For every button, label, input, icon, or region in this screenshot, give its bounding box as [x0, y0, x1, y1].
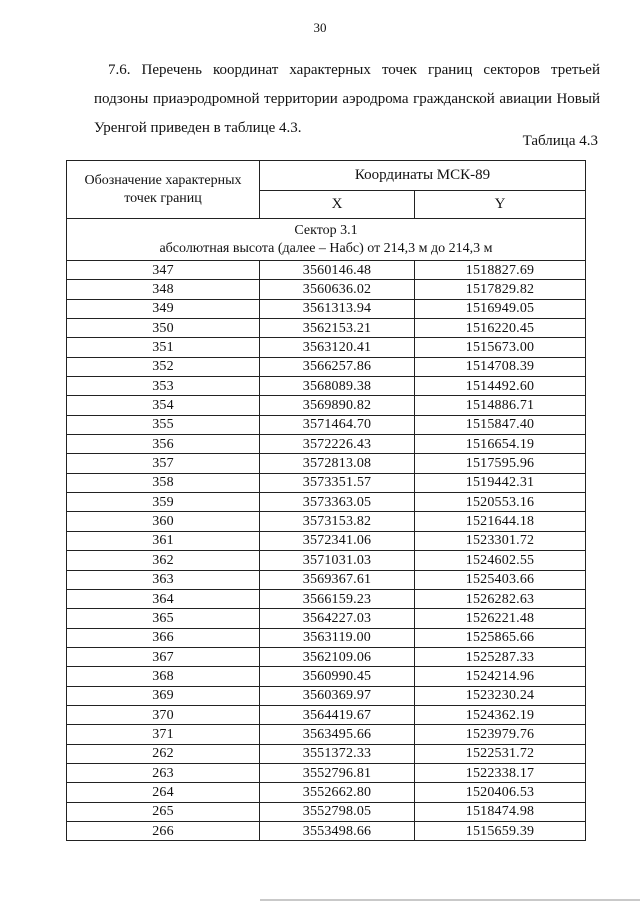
y-coordinate-cell: 1518474.98: [415, 802, 586, 821]
y-coordinate-cell: 1525287.33: [415, 647, 586, 666]
table-row: [67, 570, 586, 589]
point-number-cell: 360: [67, 512, 260, 531]
y-coordinate-cell: 1521644.18: [415, 512, 586, 531]
table-row: [67, 454, 586, 473]
point-number-cell: 366: [67, 628, 260, 647]
y-coordinate-cell: 1518827.69: [415, 261, 586, 280]
point-number-cell: 348: [67, 280, 260, 299]
point-number-cell: 368: [67, 667, 260, 686]
point-number-cell: 359: [67, 493, 260, 512]
y-coordinate-cell: 1523230.24: [415, 686, 586, 705]
x-coordinate-cell: 3569367.61: [260, 570, 415, 589]
page-number: 30: [313, 20, 327, 35]
point-number-cell: 362: [67, 551, 260, 570]
x-coordinate-cell: 3571031.03: [260, 551, 415, 570]
point-number-cell: 363: [67, 570, 260, 589]
y-coordinate-cell: 1522531.72: [415, 744, 586, 763]
y-coordinate-cell: 1526282.63: [415, 589, 586, 608]
x-coordinate-cell: 3562153.21: [260, 319, 415, 338]
table-row: [67, 647, 586, 666]
point-number-cell: 356: [67, 435, 260, 454]
x-coordinate-cell: 3566159.23: [260, 589, 415, 608]
table-row: [67, 763, 586, 782]
point-number-cell: 347: [67, 261, 260, 280]
x-coordinate-cell: 3572813.08: [260, 454, 415, 473]
point-number-cell: 264: [67, 783, 260, 802]
table-row: [67, 261, 586, 280]
x-coordinate-cell: 3560990.45: [260, 667, 415, 686]
x-coordinate-cell: 3573363.05: [260, 493, 415, 512]
table-row: [67, 396, 586, 415]
table-header: [67, 161, 586, 219]
y-coordinate-cell: 1517829.82: [415, 280, 586, 299]
y-coordinate-cell: 1516220.45: [415, 319, 586, 338]
table-row: [67, 628, 586, 647]
x-coordinate-cell: 3552796.81: [260, 763, 415, 782]
y-coordinate-cell: 1525403.66: [415, 570, 586, 589]
table-row: [67, 512, 586, 531]
point-number-cell: 349: [67, 299, 260, 318]
point-number-cell: 367: [67, 647, 260, 666]
x-coordinate-cell: 3572341.06: [260, 531, 415, 550]
y-coordinate-cell: 1514886.71: [415, 396, 586, 415]
sector-row: [67, 219, 586, 261]
x-coordinate-cell: 3572226.43: [260, 435, 415, 454]
intro-text: 7.6. Перечень координат характерных точек границ секторов третьей подзоны приаэродромной территории аэродрома гражданской авиации Новый Уренгой приведен в таблице 4.3.: [94, 62, 600, 136]
table-row: [67, 783, 586, 802]
y-coordinate-cell: 1517595.96: [415, 454, 586, 473]
y-coordinate-cell: 1514492.60: [415, 377, 586, 396]
y-coordinate-cell: 1523979.76: [415, 725, 586, 744]
table-row: [67, 589, 586, 608]
coordinates-table: [66, 160, 586, 841]
x-coordinate-cell: 3564419.67: [260, 705, 415, 724]
point-number-cell: 361: [67, 531, 260, 550]
y-coordinate-cell: 1526221.48: [415, 609, 586, 628]
x-coordinate-cell: 3563495.66: [260, 725, 415, 744]
table-row: [67, 377, 586, 396]
point-number-cell: 266: [67, 821, 260, 840]
point-number-cell: 358: [67, 473, 260, 492]
x-coordinate-cell: 3552798.05: [260, 802, 415, 821]
y-coordinate-cell: 1524214.96: [415, 667, 586, 686]
y-coordinate-cell: 1515659.39: [415, 821, 586, 840]
table-row: [67, 338, 586, 357]
table-row: [67, 473, 586, 492]
table-row: [67, 802, 586, 821]
y-coordinate-cell: 1515847.40: [415, 415, 586, 434]
scan-edge-line: [260, 899, 640, 901]
y-coordinate-cell: 1515673.00: [415, 338, 586, 357]
x-coordinate-cell: 3573351.57: [260, 473, 415, 492]
x-coordinate-cell: 3568089.38: [260, 377, 415, 396]
x-coordinate-cell: 3560369.97: [260, 686, 415, 705]
point-number-cell: 352: [67, 357, 260, 376]
table-row: [67, 280, 586, 299]
y-coordinate-cell: 1524362.19: [415, 705, 586, 724]
table-row: [67, 357, 586, 376]
point-number-cell: 353: [67, 377, 260, 396]
point-number-cell: 364: [67, 589, 260, 608]
y-coordinate-cell: 1520406.53: [415, 783, 586, 802]
table-row: [67, 705, 586, 724]
point-number-cell: 371: [67, 725, 260, 744]
point-number-cell: 351: [67, 338, 260, 357]
header-point-designation: Обозначение характерных точек границ: [67, 161, 260, 219]
x-coordinate-cell: 3563119.00: [260, 628, 415, 647]
x-coordinate-cell: 3553498.66: [260, 821, 415, 840]
table-row: [67, 415, 586, 434]
point-number-cell: 365: [67, 609, 260, 628]
table-row: [67, 744, 586, 763]
table-row: [67, 531, 586, 550]
point-number-cell: 357: [67, 454, 260, 473]
x-coordinate-cell: 3560636.02: [260, 280, 415, 299]
x-coordinate-cell: 3571464.70: [260, 415, 415, 434]
x-coordinate-cell: 3569890.82: [260, 396, 415, 415]
x-coordinate-cell: 3562109.06: [260, 647, 415, 666]
point-number-cell: 354: [67, 396, 260, 415]
table-row: [67, 725, 586, 744]
y-coordinate-cell: 1514708.39: [415, 357, 586, 376]
sector-title: Сектор 3.1: [294, 222, 358, 238]
x-coordinate-cell: 3564227.03: [260, 609, 415, 628]
x-coordinate-cell: 3566257.86: [260, 357, 415, 376]
x-coordinate-cell: 3552662.80: [260, 783, 415, 802]
y-coordinate-cell: 1520553.16: [415, 493, 586, 512]
point-number-cell: 262: [67, 744, 260, 763]
table-row: [67, 493, 586, 512]
point-number-cell: 369: [67, 686, 260, 705]
y-coordinate-cell: 1519442.31: [415, 473, 586, 492]
header-x: X: [260, 190, 415, 219]
table-row: [67, 435, 586, 454]
y-coordinate-cell: 1522338.17: [415, 763, 586, 782]
sector-cell: [67, 219, 586, 261]
point-number-cell: 355: [67, 415, 260, 434]
y-coordinate-cell: 1516949.05: [415, 299, 586, 318]
table-row: [67, 319, 586, 338]
x-coordinate-cell: 3561313.94: [260, 299, 415, 318]
point-number-cell: 263: [67, 763, 260, 782]
x-coordinate-cell: 3560146.48: [260, 261, 415, 280]
header-y: Y: [415, 190, 586, 219]
sector-subtitle: абсолютная высота (далее – Набс) от 214,3 м до 214,3 м: [159, 240, 493, 256]
table-row: [67, 551, 586, 570]
x-coordinate-cell: 3573153.82: [260, 512, 415, 531]
x-coordinate-cell: 3563120.41: [260, 338, 415, 357]
table-caption: Таблица 4.3: [522, 133, 598, 149]
table-row: [67, 609, 586, 628]
x-coordinate-cell: 3551372.33: [260, 744, 415, 763]
point-number-cell: 370: [67, 705, 260, 724]
point-number-cell: 350: [67, 319, 260, 338]
y-coordinate-cell: 1525865.66: [415, 628, 586, 647]
y-coordinate-cell: 1524602.55: [415, 551, 586, 570]
table-rows: [67, 261, 586, 841]
table-row: [67, 299, 586, 318]
table-row: [67, 686, 586, 705]
table-row: [67, 821, 586, 840]
table-row: [67, 667, 586, 686]
header-coordinates: Координаты МСК-89: [260, 161, 586, 191]
y-coordinate-cell: 1523301.72: [415, 531, 586, 550]
y-coordinate-cell: 1516654.19: [415, 435, 586, 454]
intro-paragraph: [94, 56, 600, 143]
point-number-cell: 265: [67, 802, 260, 821]
